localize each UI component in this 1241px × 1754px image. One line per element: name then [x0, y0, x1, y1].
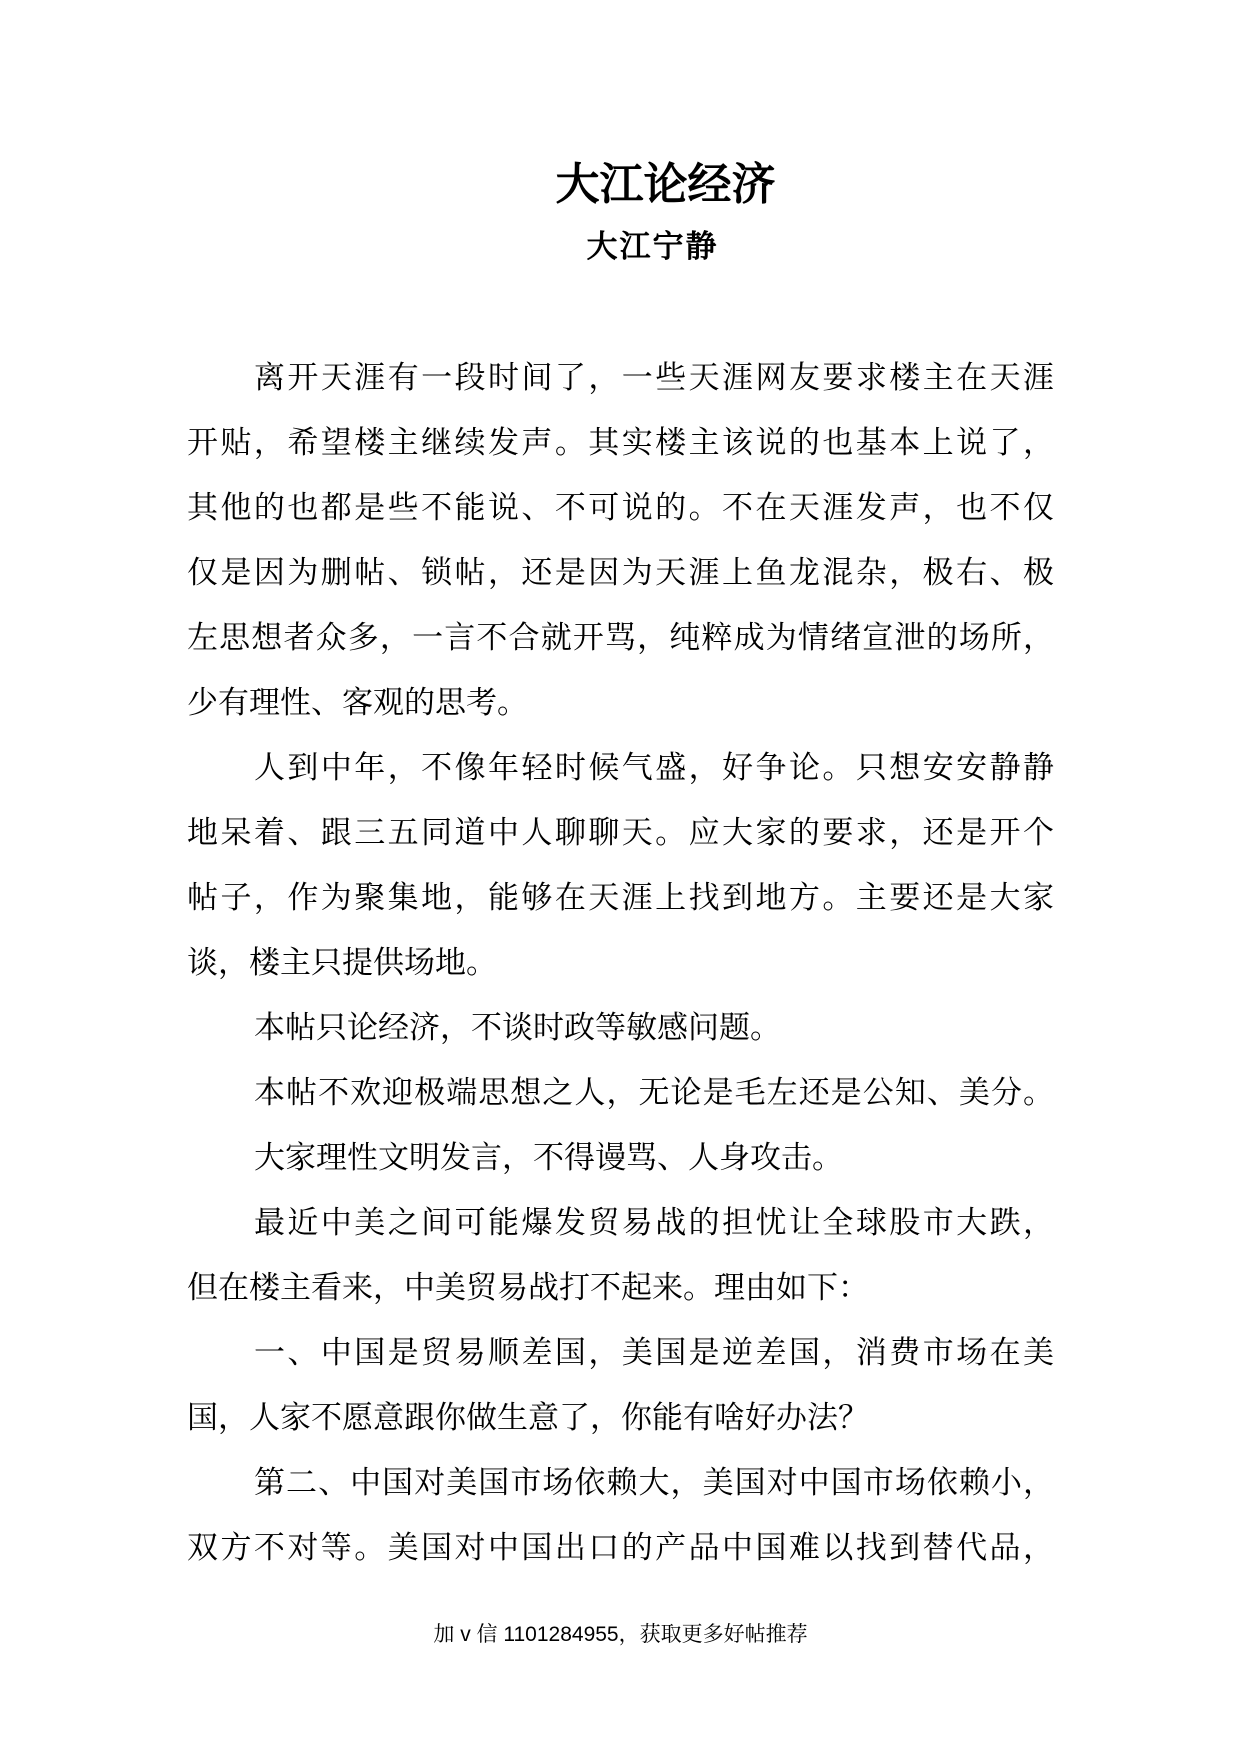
- paragraph-1-line-3: 其他的也都是些不能说、不可说的。不在天涯发声，也不仅: [187, 490, 1054, 526]
- document-title: 大江论经济: [555, 159, 776, 210]
- paragraph-1-line-4: 仅是因为删帖、锁帖，还是因为天涯上鱼龙混杂，极右、极: [187, 555, 1054, 591]
- paragraph-4-line-1: 本帖不欢迎极端思想之人，无论是毛左还是公知、美分。: [254, 1075, 1054, 1111]
- paragraph-7-line-2: 国，人家不愿意跟你做生意了，你能有啥好办法？: [187, 1400, 869, 1436]
- paragraph-2-line-1: 人到中年，不像年轻时候气盛，好争论。只想安安静静: [254, 750, 1054, 786]
- paragraph-3-line-1: 本帖只论经济，不谈时政等敏感问题。: [254, 1010, 781, 1046]
- paragraph-6-line-2: 但在楼主看来，中美贸易战打不起来。理由如下：: [187, 1270, 869, 1306]
- paragraph-1-line-6: 少有理性、客观的思考。: [187, 685, 528, 721]
- paragraph-1-line-2: 开贴，希望楼主继续发声。其实楼主该说的也基本上说了，: [187, 425, 1054, 461]
- paragraph-1-line-1: 离开天涯有一段时间了，一些天涯网友要求楼主在天涯: [254, 360, 1054, 396]
- paragraph-2-line-4: 谈，楼主只提供场地。: [187, 945, 497, 981]
- paragraph-6-line-1: 最近中美之间可能爆发贸易战的担忧让全球股市大跌，: [254, 1205, 1054, 1241]
- paragraph-7-line-1: 一、中国是贸易顺差国，美国是逆差国，消费市场在美: [254, 1335, 1054, 1371]
- paragraph-2-line-2: 地呆着、跟三五同道中人聊聊天。应大家的要求，还是开个: [187, 815, 1054, 851]
- document-body: [187, 346, 1054, 1581]
- paragraph-8-line-2: 双方不对等。美国对中国出口的产品中国难以找到替代品，: [187, 1530, 1054, 1566]
- paragraph-1-line-5: 左思想者众多，一言不合就开骂，纯粹成为情绪宣泄的场所，: [187, 620, 1054, 656]
- paragraph-8-line-1: 第二、中国对美国市场依赖大，美国对中国市场依赖小，: [254, 1465, 1054, 1501]
- page-footer: 加 v 信 1101284955，获取更多好帖推荐: [433, 1623, 808, 1646]
- paragraph-2-line-3: 帖子，作为聚集地，能够在天涯上找到地方。主要还是大家: [187, 880, 1054, 916]
- paragraph-5-line-1: 大家理性文明发言，不得谩骂、人身攻击。: [254, 1140, 843, 1176]
- document-author: 大江宁静: [586, 229, 719, 265]
